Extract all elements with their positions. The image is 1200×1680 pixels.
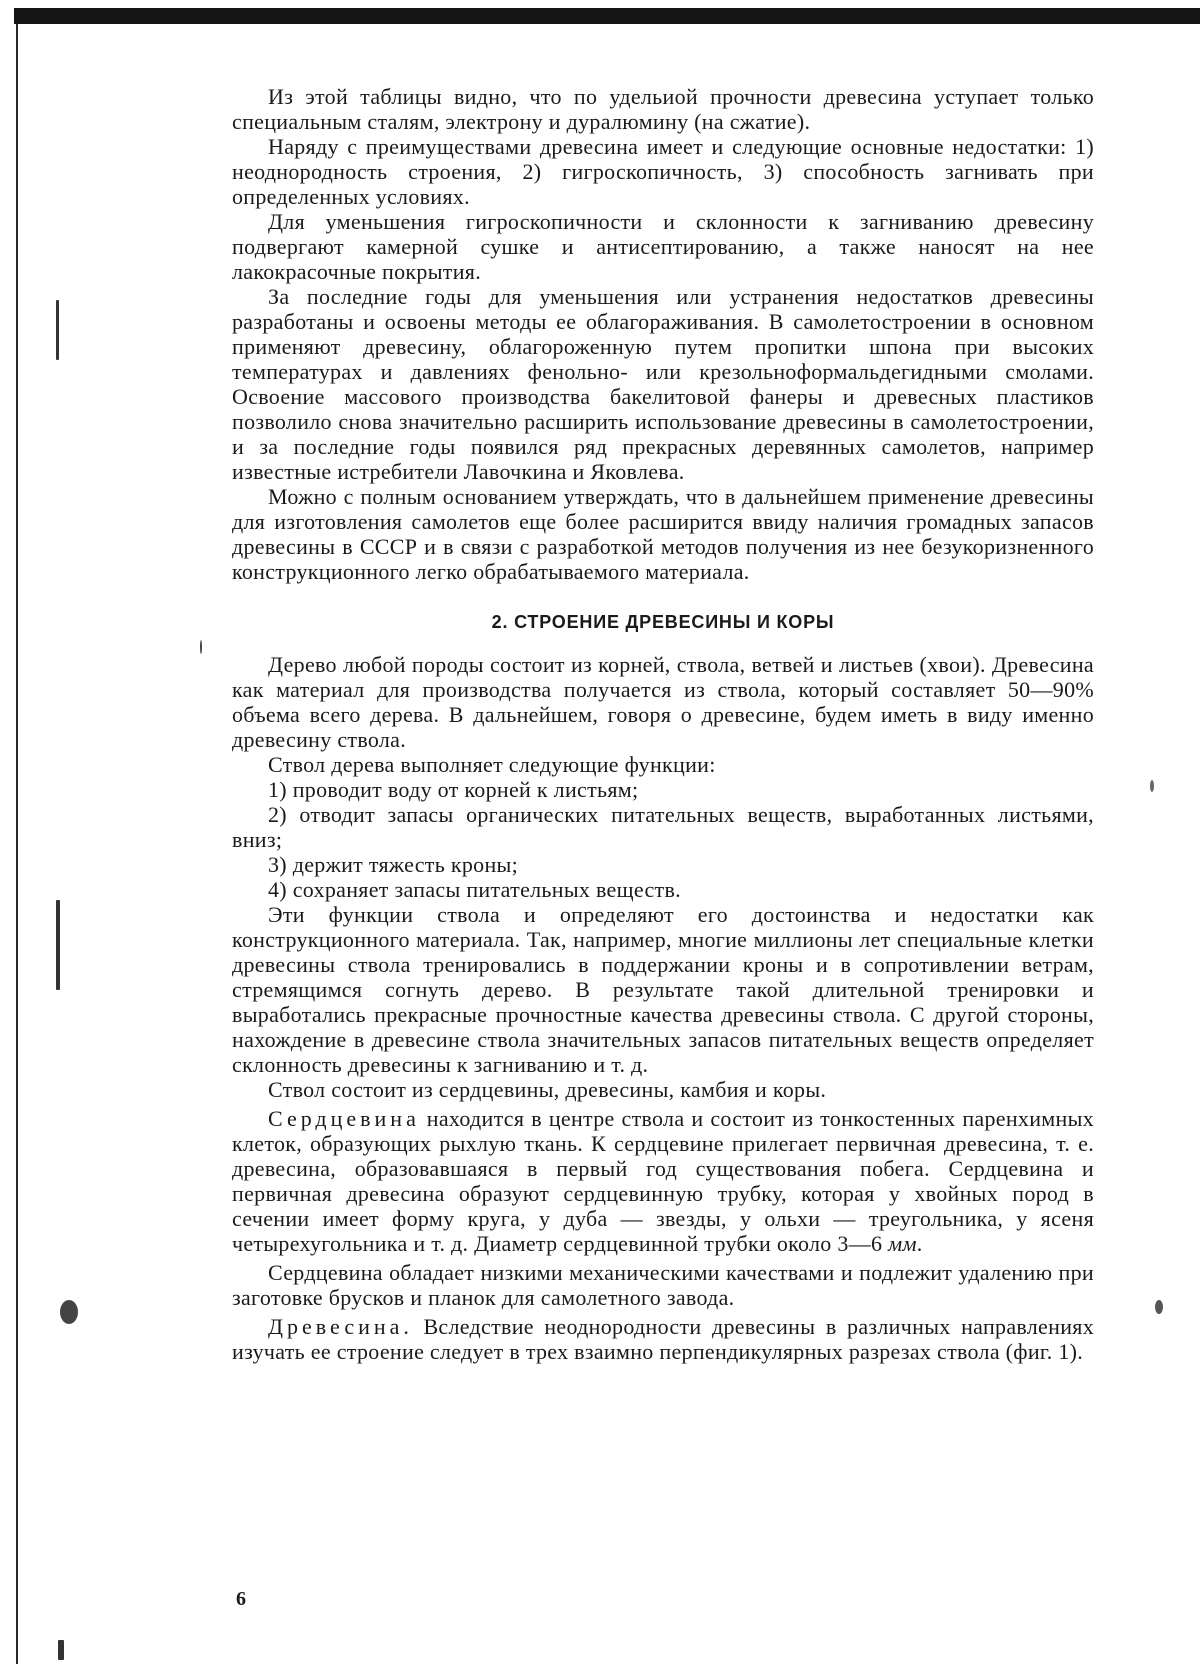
- paragraph-wood-structure: [232, 1314, 1094, 1364]
- heartwood-end: .: [916, 1231, 923, 1256]
- page-number: 6: [236, 1588, 246, 1610]
- term-heartwood: Сердцевина: [268, 1106, 420, 1131]
- list-item: 1) проводит воду от корней к листьям;: [268, 777, 639, 802]
- paragraph-ennobling: За последние годы для уменьшения или устранения недостатков древесины разработаны и освоены методы ее облагораживания. В самолетостроении в основном применяют древесину, облагороженную путем пропитки шпона при высоких температурах и давлениях фенольно- или крезольноформальдегидными смолами. Освоение массового производства бакелитовой фанеры и древесных пластиков позволило снова значительно расширить использование древесины в самолетостроении, и за последние годы появился ряд прекрасных деревянных самолетов, например известные истребители Лавочкина и Яковлева.: [232, 284, 1094, 484]
- list-item: 2) отводит запасы органических питательных веществ, выработанных листьями, вниз;: [232, 802, 1094, 852]
- scan-speck: [58, 1640, 64, 1660]
- wood-text: Вследствие неоднородности древесины в различных направлениях изучать ее строение следует в трех взаимно перпендикулярных разрезах ствола (фиг. 1).: [232, 1314, 1094, 1364]
- scan-speck: [1155, 1300, 1163, 1314]
- paragraph-heartwood-properties: Сердцевина обладает низкими механическими качествами и подлежит удалению при заготовке брусков и планок для самолетного завода.: [232, 1260, 1094, 1310]
- scan-speck: [60, 1300, 78, 1324]
- document-page: [232, 84, 1094, 1364]
- paragraph-strength: Из этой таблицы видно, что по удельиой прочности древесина уступает только специальным сталям, электрону и дуралюмину (на сжатие).: [232, 84, 1094, 134]
- paragraph-future-use: Можно с полным основанием утверждать, что в дальнейшем применение древесины для изготовления самолетов еще более расширится ввиду наличия громадных запасов древесины в СССР и в связи с разработкой методов получения из нее безукоризненного конструкционного легко обрабатываемого материала.: [232, 484, 1094, 584]
- paragraph-heartwood: [232, 1106, 1094, 1256]
- paragraph-disadvantages: Наряду с преимуществами древесина имеет и следующие основные недостатки: 1) неоднородность строения, 2) гигроскопичность, 3) способность загнивать при определенных условиях.: [232, 134, 1094, 209]
- heartwood-text: находится в центре ствола и состоит из тонкостенных паренхимных клеток, образующих рыхлую ткань. К сердцевине прилегает первичная древесина, т. е. древесина, образовавшаяся в первый год существования побега. Сердцевина и первичная древесина образуют сердцевинную трубку, которая у хвойных пород в сечении имеет форму круга, у дуба — звезды, у ольхи — треугольника, у ясеня четырехугольника и т. д. Диаметр сердцевинной трубки около 3—6: [232, 1106, 1094, 1256]
- paragraph-tree-parts: Дерево любой породы состоит из корней, ствола, ветвей и листьев (хвои). Древесина как материал для производства получается из ствола, который составляет 50—90% объема всего дерева. В дальнейшем, говоря о древесине, будем иметь в виду именно древесину ствола.: [232, 652, 1094, 752]
- unit-mm: мм: [888, 1231, 917, 1256]
- scan-speck: [56, 300, 59, 360]
- list-item: 4) сохраняет запасы питательных веществ.: [268, 877, 681, 902]
- list-item: 3) держит тяжесть кроны;: [268, 852, 519, 877]
- scan-speck: [200, 640, 202, 654]
- paragraph-trunk-functions: Ствол дерева выполняет следующие функции:: [268, 752, 716, 777]
- scan-top-border: [14, 8, 1200, 24]
- paragraph-functions-meaning: Эти функции ствола и определяют его достоинства и недостатки как конструкционного материала. Так, например, многие миллионы лет специальные клетки древесины ствола тренировались в поддержании кроны и в сопротивлении ветрам, стремящимся согнуть дерево. В результате такой длительной тренировки и выработались прекрасные прочностные качества древесины ствола. С другой стороны, нахождение в древесине ствола значительных запасов питательных веществ определяет склонность древесины к загниванию и т. д.: [232, 902, 1094, 1077]
- scan-speck: [1150, 780, 1154, 792]
- paragraph-drying: Для уменьшения гигроскопичности и склонности к загниванию древесину подвергают камерной сушке и антисептированию, а также наносят на нее лакокрасочные покрытия.: [232, 209, 1094, 284]
- term-wood: Древесина.: [268, 1314, 413, 1339]
- scan-left-edge: [16, 24, 18, 1664]
- section-heading: 2. СТРОЕНИЕ ДРЕВЕСИНЫ И КОРЫ: [491, 612, 835, 632]
- paragraph-trunk-composition: Ствол состоит из сердцевины, древесины, камбия и коры.: [268, 1077, 827, 1102]
- scan-speck: [56, 900, 60, 990]
